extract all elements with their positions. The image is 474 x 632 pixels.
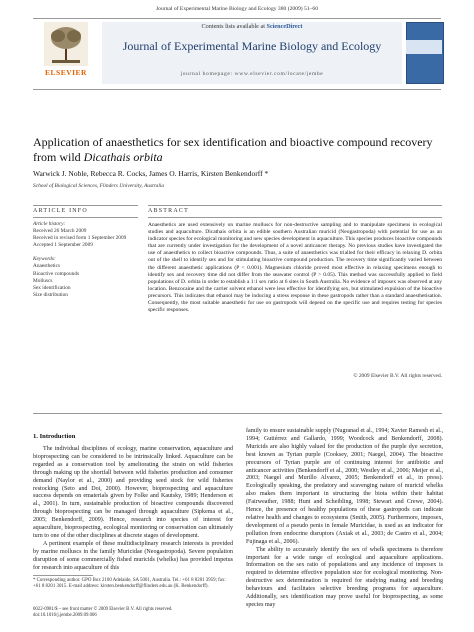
abstract-text: Anaesthetics are used extensively on marine molluscs for non-destructive sampling and to manipulate specimens in ecological studies and aquaculture. Dicathais orbita is an edible southern Australian muricid (Neogastropoda) with potential for use as an indicator species for ecological monitoring and new species development in aquaculture. This species produces bioactive compounds that are currently under investigation for the development of a novel anticancer therapy. No previous studies have investigated the use of anaesthetics to collect bioactive compounds. Thus, a suite of anaesthetics was trialled for their efficacy in relaxing D. orbita out of the shell to identify sex and for stimulating bioactive compound production. The recovery time significantly varied between the different anaesthetic applications (P < 0.001). Magnesium chloride proved most effective in relaxing specimens enough to identify sex and recovery time did not differ from the seawater control (P > 0.05). This method was successfully applied to field populations of D. orbita in order to establish a 1:1 sex ratio at 6 sites in South Australia. No evidence of imposex was observed at any location. Benzocaine and the carrier solvent ethanol were less effective for identifying sex, but stimulated expulsion of the bioactive precursors. This indicates that ethanol may be inducing a stress response in these gastropods rather than a standard anaesthetisation. Consequently, the most suitable anaesthetic for use on gastropods will depend on the specific use and requires testing for species specific responses. — [148, 222, 442, 314]
keyword-item: Size distribution — [33, 291, 68, 298]
contents-prefix: Contents lists available at — [201, 23, 265, 30]
history-revised: Received in revised form 1 September 2009 — [33, 235, 127, 242]
intro-paragraph: The ability to accurately identify the sex of whelk specimens is therefore important for a wide range of ecological and aquaculture applications. Information on the sex ratio of populations and any incidence of imposex is required to determine effective population size for ecological monitoring. Non-destructive sex determination is required for studying mating and breeding behaviours and facilitates selective breeding programs for aquaculture. Additionally, sex identification may prove useful for bioprospecting, as some species may — [246, 546, 443, 608]
history-label: Article history: — [33, 221, 66, 227]
keywords-label: Keywords: — [33, 256, 56, 263]
doi-line[interactable]: doi:10.1016/j.jembe.2009.09.006 — [33, 613, 97, 619]
article-info-rule-lower — [33, 217, 138, 218]
article-info-rule — [33, 205, 138, 206]
abstract-copyright: © 2009 Elsevier B.V. All rights reserved. — [353, 373, 442, 379]
publisher-name: ELSEVIER — [45, 68, 87, 77]
section-heading-introduction: 1. Introduction — [33, 433, 76, 440]
front-matter-footer — [33, 607, 233, 619]
author-list: Warwick J. Noble, Rebecca R. Cocks, James O. Harris, Kirsten Benkendorff * — [33, 169, 269, 178]
intro-paragraph: The individual disciplines of ecology, marine conservation, aquaculture and bioprospecting can be considered to be intrinsically linked. Aquaculture can be regarded as a conservation tool by ameliorating the strain on wild fisheries through making up the shortfall between wild fisheries production and consumer demand (Naylor et al., 2000) and providing seed stock for wild fisheries restocking (Seto and Doi, 2000). However, bioprospecting and aquaculture success depends on ematerials given by Folke and Kautsky, 1989; Henderson et al., 2001). In turn, sustainable production of bioactive compounds discovered through bioprospecting can be managed through aquaculture (Sipkema et al., 2005; Benkendorff, 2009). Hence, research into species of interest for aquaculture, bioprospecting, ecological monitoring or conservation can ultimately turn to one of the other disciplines at discrete stages of development. — [33, 446, 233, 539]
right-column — [246, 428, 443, 610]
issn-line: 0022-0981/$ – see front matter © 2009 Elsevier B.V. All rights reserved. — [33, 607, 173, 612]
keyword-item: Sex identification — [33, 284, 71, 291]
keyword-item: Bioactive compounds — [33, 270, 80, 277]
header-bottom-rule — [33, 413, 442, 414]
history-received: Received 26 March 2009 — [33, 228, 87, 235]
intro-paragraph: A pertinent example of these multidisciplinary research interests is provided by marine molluscs in the family Muricidae (Neogastropoda). Severe population disruption of some commercially fished muricids (whelks) has provided impetus for research into aquaculture of this — [33, 540, 233, 571]
affiliation: School of Biological Sciences, Flinders University, Australia — [33, 183, 165, 189]
abstract-heading: ABSTRACT — [148, 208, 189, 214]
intro-paragraph: family to ensure sustainable supply (Nugranad et al., 1994; Xavier Ramesh et al., 1994; Gutiérrez and Gallardo, 1999; Woodcock and Benkendorff, 2008). Muricids are also highly valued for the production of the purple dye secretion, best known as Tyrian purple (Cooksey, 2001; Naegel, 2004). The bioactive precursors of Tyrian purple are of continuing interest for antibiotic and anticancer activities (Benkendorff et al., 2000; Westley et al., 2006; Meijer et al., 2003; Naegel and Murillo Alvarez, 2005; Benkendorff et al., in press). Ecologically speaking, the predatory and scavenging nature of muricid whelks also makes them important in structuring the biota within their habitat (Fairweather, 1988; Hunt and Scheibling, 1998; Stewart and Crewe, 2004). Hence, the presence of healthy populations of these gastropods can indicate relative health and changes to ecosystems (Smith, 2005). Furthermore, imposex, development of a pseudo penis in female Muricidae, is used as an indicator for pollution from endocrine disruptors (Axiak et al., 2003; de Castro et al., 2004; Fujinaga et al., 2006). — [246, 428, 443, 545]
contents-line — [102, 23, 402, 30]
elsevier-tree-logo-icon — [44, 22, 88, 66]
journal-homepage[interactable]: journal homepage: www.elsevier.com/locate/jembe — [180, 71, 324, 77]
journal-title: Journal of Experimental Marine Biology and Ecology — [122, 39, 382, 53]
article-history — [33, 221, 143, 299]
sciencedirect-link[interactable]: ScienceDirect — [266, 23, 303, 30]
article-title: Application of anaesthetics for sex identification and bioactive compound recovery from wild Dicathais orbita — [33, 135, 433, 164]
article-info-heading: ARTICLE INFO — [33, 208, 88, 214]
abstract-rule-lower — [148, 217, 442, 218]
journal-cover-band — [406, 40, 442, 54]
footnote-rule — [33, 575, 93, 576]
corresponding-author-footnote: * Corresponding author. GPO Box 2100 Adelaide, SA 5001, Australia. Tel.: +61 8 8201 3959; fax: +61 8 8201 3015. E-mail address: kirsten.benkendorff@flinders.edu.au (K. Benkendorff). — [33, 578, 226, 590]
running-head: Journal of Experimental Marine Biology and Ecology 380 (2009) 51–60 — [155, 6, 319, 12]
abstract-rule — [148, 205, 442, 206]
keyword-item: Molluscs — [33, 277, 53, 284]
left-column — [33, 446, 233, 573]
history-accepted: Accepted 1 September 2009 — [33, 242, 93, 249]
keyword-item: Anaesthetics — [33, 263, 61, 270]
